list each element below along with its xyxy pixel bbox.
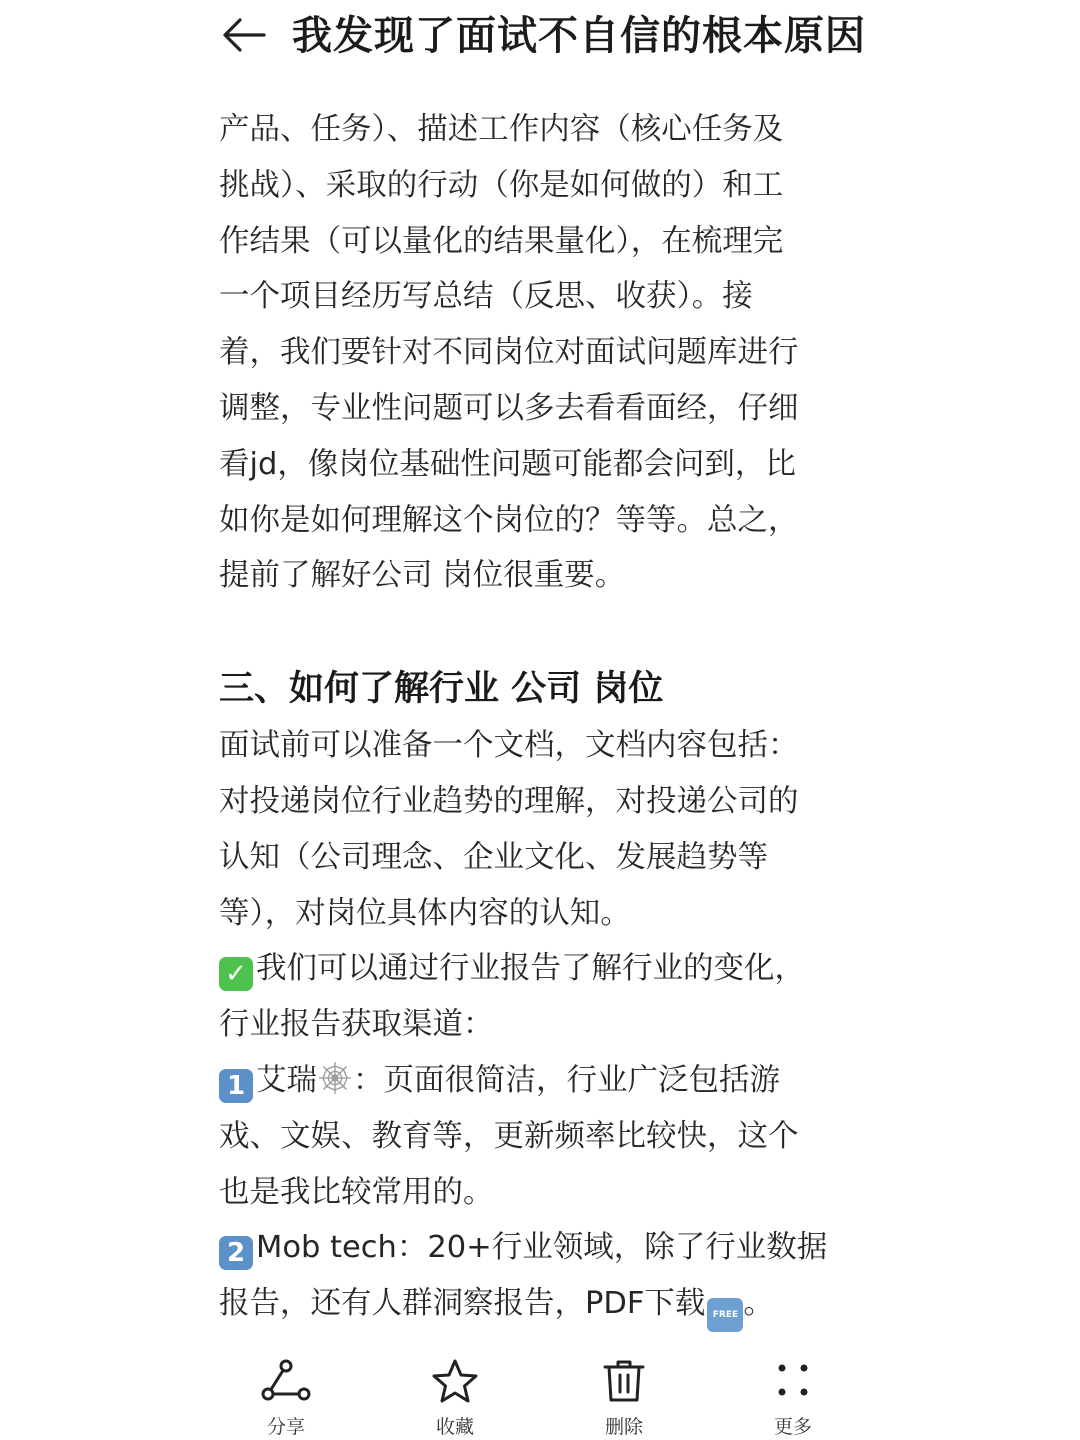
free-badge-icon: FREE: [707, 1298, 743, 1332]
text-line: 戏、文娱、教育等，更新频率比较快，这个: [219, 1118, 799, 1154]
item-description: ：页面很简洁，行业广泛包括游: [353, 1062, 780, 1098]
more-dots-icon: [769, 1358, 817, 1404]
check-line: [219, 941, 859, 997]
keycap-one-icon: 1: [219, 1069, 253, 1103]
spider-web-icon: [317, 1060, 353, 1096]
keycap-two-icon: 2: [219, 1236, 253, 1270]
delete-label: 删除: [604, 1416, 643, 1438]
favorite-label: 收藏: [435, 1416, 474, 1438]
check-mark-icon: ✓: [219, 957, 253, 991]
share-button[interactable]: [231, 1358, 341, 1439]
text-line: 一个项目经历写总结（反思、收获）。接: [219, 279, 753, 315]
article-body: [219, 102, 859, 1332]
back-button[interactable]: [218, 12, 268, 58]
delete-button[interactable]: [569, 1358, 679, 1439]
more-label: 更多: [773, 1416, 812, 1438]
star-icon: [430, 1358, 480, 1404]
share-icon: [260, 1358, 312, 1404]
text-line: [219, 1276, 859, 1332]
text-line: 认知（公司理念、企业文化、发展趋势等: [219, 839, 768, 875]
paragraph-gap: [219, 604, 859, 660]
item-text: 报告，还有人群洞察报告，PDF下载: [219, 1286, 706, 1322]
item-description: Mob tech：20+行业领域，除了行业数据: [256, 1230, 828, 1266]
text-line: 也是我比较常用的。: [219, 1174, 494, 1210]
text-line: 行业报告获取渠道：: [219, 1007, 494, 1043]
text-line: 面试前可以准备一个文档，文档内容包括：: [219, 728, 799, 764]
back-arrow-icon: [220, 15, 266, 55]
text-line: 如你是如何理解这个岗位的？等等。总之，: [219, 502, 799, 538]
favorite-button[interactable]: [400, 1358, 510, 1439]
trash-icon: [600, 1358, 648, 1404]
share-label: 分享: [266, 1416, 305, 1438]
text-line: 挑战）、采取的行动（你是如何做的）和工: [219, 167, 784, 203]
text-line: 产品、任务）、描述工作内容（核心任务及: [219, 112, 784, 147]
list-item: [219, 1053, 859, 1109]
section-heading: 三、如何了解行业 公司 岗位: [219, 669, 664, 710]
text-line: 调整，专业性问题可以多去看看面经，仔细: [219, 390, 799, 426]
page-title: 我发现了面试不自信的根本原因: [292, 13, 866, 59]
text-line: 看jd，像岗位基础性问题可能都会问到，比: [219, 446, 796, 482]
text-line: 提前了解好公司 岗位很重要。: [219, 558, 626, 594]
header-bar: [0, 0, 1080, 72]
more-button[interactable]: [738, 1358, 848, 1439]
text-line: 作结果（可以量化的结果量化），在梳理完: [219, 223, 784, 259]
text-line: 着，我们要针对不同岗位对面试问题库进行: [219, 335, 799, 371]
text-line: 对投递岗位行业趋势的理解，对投递公司的: [219, 783, 799, 819]
item-text-end: 。: [743, 1286, 774, 1322]
list-item: [219, 1220, 859, 1276]
text-line: 等），对岗位具体内容的认知。: [219, 895, 631, 931]
bottom-toolbar: [0, 1350, 1080, 1440]
item-name: 艾瑞: [256, 1062, 317, 1098]
check-text: 我们可以通过行业报告了解行业的变化，: [256, 951, 805, 987]
